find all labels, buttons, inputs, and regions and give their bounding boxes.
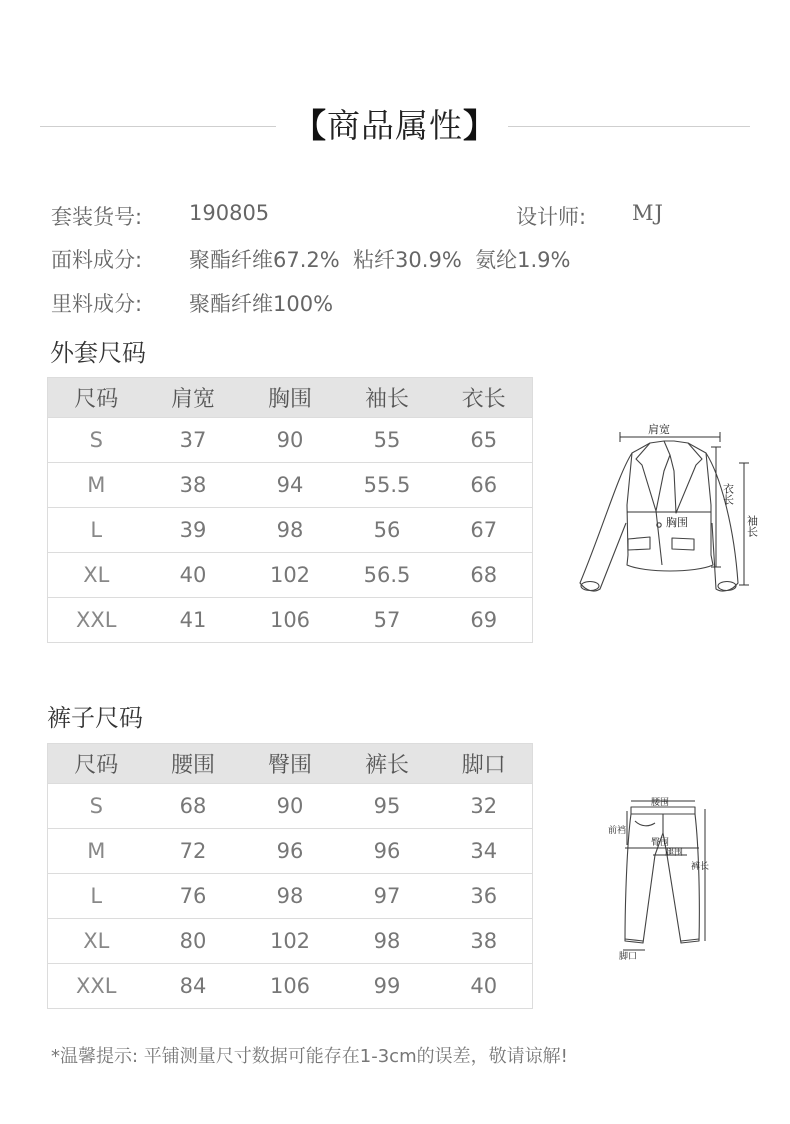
diagram-label-chest: 胸围 [666,516,688,529]
diagram-label-shoulder: 肩宽 [648,423,670,436]
size-cell: S [48,418,145,463]
table-cell: 90 [242,784,339,829]
table-cell: 69 [436,598,533,643]
table-cell: 32 [436,784,533,829]
lining-label: 里料成分: [51,292,143,316]
table-cell: 98 [339,919,436,964]
table-cell: 106 [242,598,339,643]
table-row [48,964,533,1009]
fabric-label: 面料成分: [51,248,143,272]
set-no-value: 190805 [189,201,270,225]
table-cell: 76 [145,874,242,919]
table-cell: 66 [436,463,533,508]
jacket-measurement-diagram [570,415,770,600]
page-title [0,100,790,147]
size-cell: L [48,508,145,553]
column-header: 尺码 [48,744,145,784]
pants-measurement-diagram [605,793,725,963]
size-cell: L [48,874,145,919]
diagram-label-hip: 臀围 [651,838,670,848]
fabric-value: 聚酯纤维67.2% 粘纤30.9% 氨纶1.9% [189,248,571,272]
title-text: 商品属性 [327,106,463,145]
table-cell: 106 [242,964,339,1009]
column-header: 臀围 [242,744,339,784]
diagram-label-front-rise: 前裆 [608,826,627,836]
table-cell: 80 [145,919,242,964]
column-header: 袖长 [339,378,436,418]
table-cell: 36 [436,874,533,919]
table-cell: 40 [145,553,242,598]
column-header: 尺码 [48,378,145,418]
designer-value: MJ [632,201,664,225]
table-cell: 38 [145,463,242,508]
column-header: 脚口 [436,744,533,784]
table-row [48,463,533,508]
table-cell: 72 [145,829,242,874]
set-no-label: 套装货号: [51,205,143,229]
table-cell: 68 [145,784,242,829]
table-cell: 99 [339,964,436,1009]
column-header: 腰围 [145,744,242,784]
table-cell: 102 [242,919,339,964]
table-cell: 55 [339,418,436,463]
size-cell: XXL [48,964,145,1009]
diagram-label-thigh: 腿围 [665,848,684,858]
size-cell: XL [48,919,145,964]
table-cell: 56.5 [339,553,436,598]
table-cell: 68 [436,553,533,598]
table-cell: 95 [339,784,436,829]
table-cell: 41 [145,598,242,643]
table-row [48,553,533,598]
size-cell: XXL [48,598,145,643]
diagram-label-waist: 腰围 [651,798,670,808]
table-cell: 96 [339,829,436,874]
table-cell: 98 [242,874,339,919]
jacket-size-table [47,377,533,643]
table-row [48,919,533,964]
table-cell: 90 [242,418,339,463]
table-row [48,418,533,463]
measurement-note: *温馨提示: 平铺测量尺寸数据可能存在1-3cm的误差，敬请谅解! [51,1046,568,1067]
column-header: 衣长 [436,378,533,418]
table-cell: 57 [339,598,436,643]
size-cell: XL [48,553,145,598]
diagram-label-length: 裤长 [691,862,710,872]
column-header: 裤长 [339,744,436,784]
table-cell: 39 [145,508,242,553]
table-cell: 34 [436,829,533,874]
lining-value: 聚酯纤维100% [189,292,334,316]
size-cell: M [48,463,145,508]
table-cell: 55.5 [339,463,436,508]
pants-size-table [47,743,533,1009]
table-cell: 94 [242,463,339,508]
table-cell: 56 [339,508,436,553]
title-bracket-left: 【 [293,106,327,145]
table-header-row [48,378,533,418]
diagram-label-length: 衣长 [721,483,735,505]
table-cell: 40 [436,964,533,1009]
table-row [48,829,533,874]
table-cell: 98 [242,508,339,553]
table-row [48,598,533,643]
table-header-row [48,744,533,784]
designer-label: 设计师: [516,205,587,229]
pants-size-title: 裤子尺码 [47,704,143,732]
title-bracket-right: 】 [463,106,497,145]
diagram-label-hem: 脚口 [619,952,638,962]
size-cell: S [48,784,145,829]
table-cell: 102 [242,553,339,598]
table-cell: 37 [145,418,242,463]
table-cell: 38 [436,919,533,964]
size-cell: M [48,829,145,874]
column-header: 胸围 [242,378,339,418]
jacket-size-title: 外套尺码 [50,339,146,367]
table-cell: 96 [242,829,339,874]
diagram-label-sleeve: 袖长 [745,515,759,537]
table-row [48,784,533,829]
table-cell: 67 [436,508,533,553]
table-cell: 84 [145,964,242,1009]
table-row [48,874,533,919]
column-header: 肩宽 [145,378,242,418]
table-row [48,508,533,553]
table-cell: 97 [339,874,436,919]
table-cell: 65 [436,418,533,463]
